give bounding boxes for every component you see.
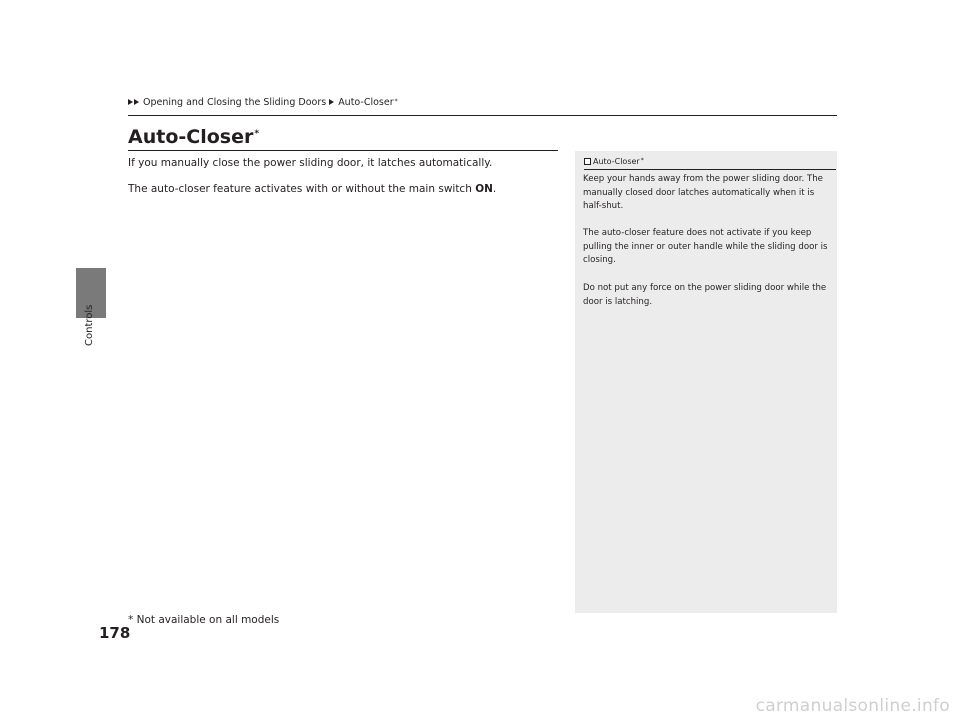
title-divider bbox=[128, 150, 558, 151]
reference-icon bbox=[584, 158, 591, 165]
watermark: carmanualsonline.info bbox=[755, 696, 950, 716]
sidebar-note-box bbox=[575, 151, 837, 613]
section-label: Controls bbox=[84, 304, 95, 346]
sidebar-heading[interactable]: Auto-Closer * bbox=[584, 155, 644, 167]
page-title-asterisk: * bbox=[254, 128, 260, 139]
breadcrumb-arrow-icon bbox=[128, 99, 133, 105]
sidebar-paragraph-1: Keep your hands away from the power sliding door. The manually closed door latches automatically when it is half-shut. bbox=[583, 174, 823, 212]
sidebar-paragraph-3: Do not put any force on the power sliding door while the door is latching. bbox=[583, 283, 827, 307]
breadcrumb-item-sliding-doors[interactable]: Opening and Closing the Sliding Doors bbox=[143, 96, 327, 108]
body-paragraph-2-prefix: The auto-closer feature activates with or without the main switch bbox=[128, 183, 476, 195]
breadcrumb: Opening and Closing the Sliding Doors Auto-Closer * bbox=[128, 95, 398, 109]
body-paragraph-2-suffix: . bbox=[492, 183, 497, 195]
header-divider bbox=[128, 115, 837, 116]
sidebar-divider bbox=[584, 169, 836, 170]
page-number: 178 bbox=[99, 624, 131, 642]
breadcrumb-item-auto-closer[interactable]: Auto-Closer bbox=[338, 96, 394, 108]
sidebar-heading-text: Auto-Closer bbox=[593, 156, 640, 166]
sidebar-paragraph-2: The auto-closer feature does not activate if you keep pulling the inner or outer handle while the sliding door is closing. bbox=[583, 228, 828, 266]
footnote: * Not available on all models bbox=[128, 614, 280, 626]
main-switch-on-label: ON bbox=[475, 183, 493, 195]
breadcrumb-arrow-icon bbox=[134, 99, 139, 105]
page-title bbox=[128, 126, 259, 148]
page-title-text: Auto-Closer bbox=[128, 126, 254, 148]
body-paragraph-2 bbox=[128, 182, 548, 196]
breadcrumb-arrow-icon bbox=[329, 99, 334, 105]
body-paragraph-1: If you manually close the power sliding door, it latches automatically. bbox=[128, 157, 493, 169]
